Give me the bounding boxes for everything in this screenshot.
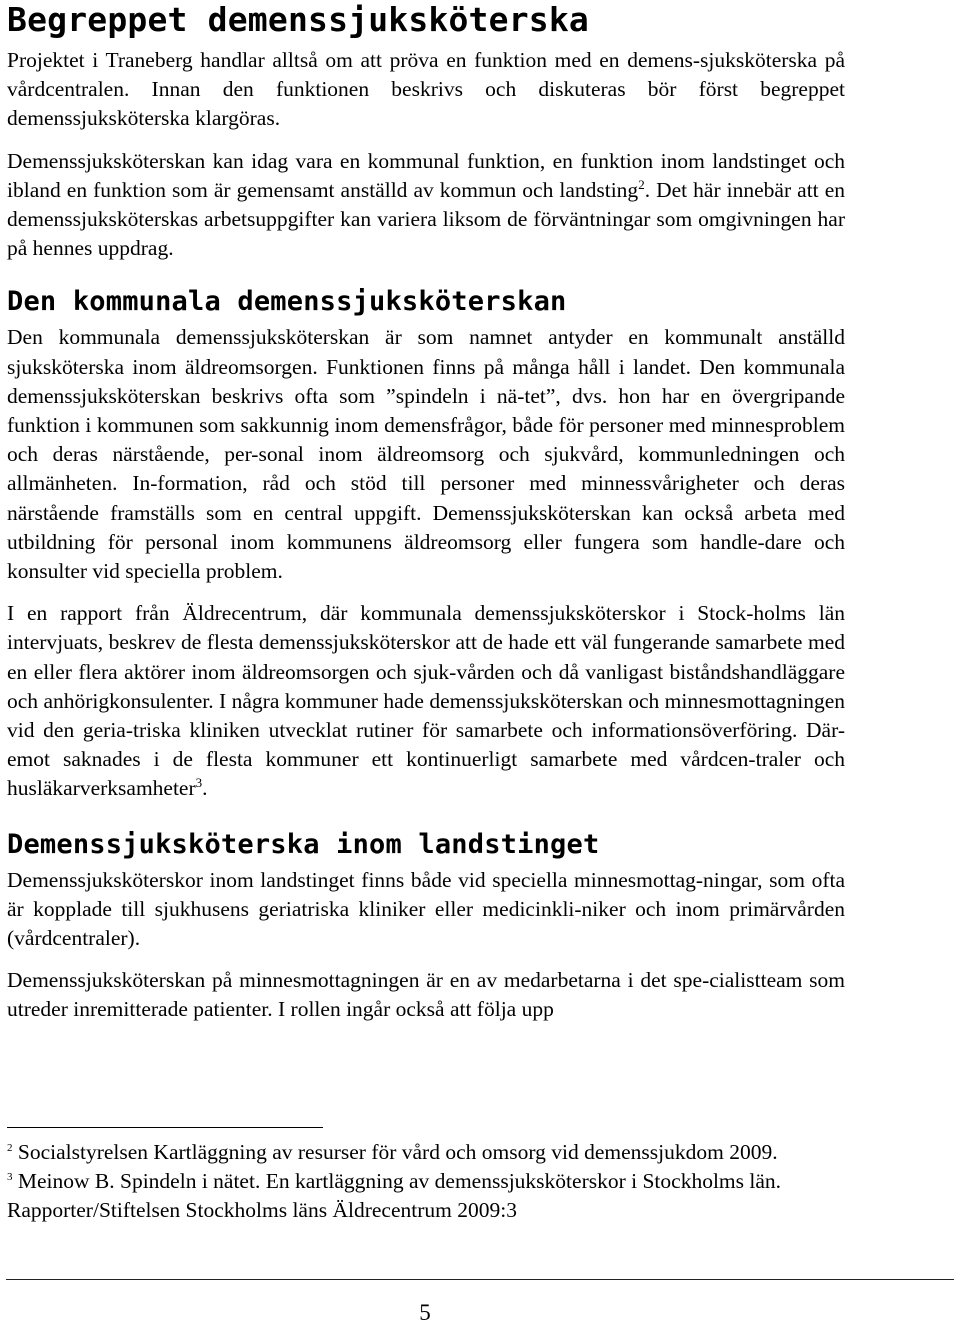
paragraph: Den kommunala demenssjuksköterskan är som namnet antyder en kommunalt anställd sjuksköterska inom äldreomsorgen. Funktionen finns på många håll i landet. Den kommunala demenssjuksköterskan beskrivs ofta som ”spindeln i nä-tet”, dvs. hon har en övergripande funktion i kommunen som sakkunnig inom demensfrågor, både för personer med minnesproblem och deras närstående, per-sonal inom äldreomsorg och sjukvård, kommunledningen och allmänheten. In-formation, råd och stöd till personer med minnessvårigheter och deras närstående framställs som en central uppgift. Demenssjuksköterskan kan också arbeta med utbildning för personal inom kommunens äldreomsorg eller fungera som handle-dare och konsulter vid speciella problem. bbox=[7, 325, 845, 584]
footnote: $^3$ Meinow B. Spindeln i nätet. En kartläggning av demenssjuksköterskor i Stockholms län. Rapporter/Stiftelsen Stockholms läns Äldrecentrum 2009:3 bbox=[7, 1169, 782, 1223]
section-heading: Demenssjuksköterska inom landstinget bbox=[7, 828, 600, 860]
page-bottom-rule bbox=[6, 1279, 954, 1280]
paragraph: Demenssjuksköterskan kan idag vara en kommunal funktion, en funktion inom landstinget och ibland en funktion som är gemensamt anställd av kommun och landsting$^2$. Det här innebär att en demenssjuksköterskas arbetsuppgifter kan variera liksom de förväntningar som omgivningen har på hennes uppdrag. bbox=[7, 148, 845, 261]
section-heading: Begreppet demenssjuksköterska bbox=[7, 0, 589, 39]
footnote-ref: 3 bbox=[195, 775, 203, 791]
footnotes bbox=[7, 1138, 827, 1226]
section-heading: Den kommunala demenssjuksköterskan bbox=[7, 286, 567, 318]
paragraph: Projektet i Traneberg handlar alltså om att pröva en funktion med en demens-sjuksköterska på vårdcentralen. Innan den funktionen beskrivs och diskuteras bör först begreppet demenssjuksköterska klargöras. bbox=[7, 48, 845, 131]
paragraph: Demenssjuksköterskan på minnesmottagningen är en av medarbetarna i det spe-cialistteam som utreder inremitterade patienter. I rollen ingår också att följa upp bbox=[7, 968, 845, 1022]
footnote-number: 3 bbox=[7, 1171, 13, 1184]
footnote-ref: 2 bbox=[638, 176, 645, 192]
footnote-separator bbox=[7, 1127, 323, 1128]
footnote-number: 2 bbox=[7, 1141, 13, 1154]
document-page bbox=[7, 0, 947, 1025]
footnote: $^2$ Socialstyrelsen Kartläggning av resurser för vård och omsorg vid demenssjukdom 2009. bbox=[7, 1140, 778, 1164]
paragraph: Demenssjuksköterskor inom landstinget finns både vid speciella minnesmottag-ningar, som ofta är kopplade till sjukhusens geriatriska kliniker eller medicinkli-niker och inom primärvården (vårdcentraler). bbox=[7, 867, 845, 951]
paragraph: I en rapport från Äldrecentrum, där kommunala demenssjuksköterskor i Stock-holms län intervjuats, beskrev de flesta demenssjuksköterskor att de hade ett väl fungerande samarbete med en eller flera aktörer inom äldreomsorgen och sjuk-vården och då vanligast biståndshandläggare och anhörigkonsulenter. I några kommuner hade demenssjuksköterskan och minnesmottagningen vid den geria-triska kliniken utvecklat rutiner för samarbete och informationsöverföring. Där-emot saknades i de flesta kommuner ett kontinuerligt samarbete med vårdcen-traler och husläkarverksamheter$^3$. bbox=[7, 601, 845, 801]
page-number: 5 bbox=[419, 1300, 431, 1325]
